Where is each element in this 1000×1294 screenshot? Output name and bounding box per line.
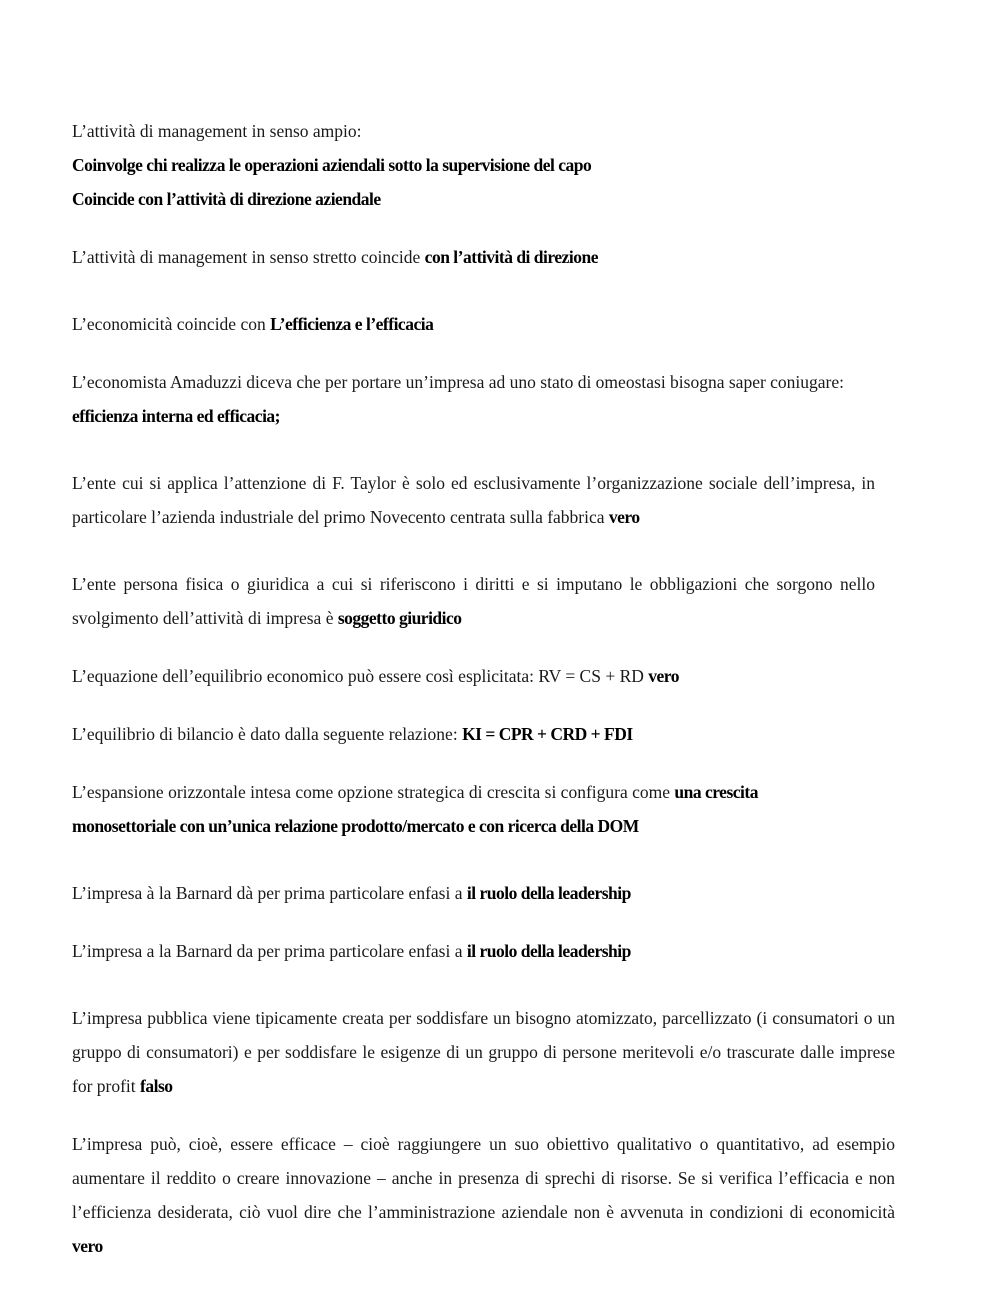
- answer: falso: [140, 1076, 173, 1096]
- question-text: L’impresa pubblica viene tipicamente creata per soddisfare un bisogno atomizzato, parcellizzato (i consumatori o un gruppo di consumatori) e per soddisfare le esigenze di un gruppo di persone meritevoli e/o trascurate dalle imprese for profit: [72, 1008, 895, 1096]
- answer: L’efficienza e l’efficacia: [270, 314, 434, 334]
- question-11: [72, 934, 895, 968]
- question-6: [72, 567, 875, 635]
- answer: vero: [72, 1236, 103, 1256]
- question-text: L’economicità coincide con: [72, 314, 271, 334]
- question-5: [72, 466, 875, 534]
- question-text: L’espansione orizzontale intesa come opzione strategica di crescita si configura come: [72, 782, 675, 802]
- answer: il ruolo della leadership: [466, 941, 631, 961]
- question-text: L’equilibrio di bilancio è dato dalla seguente relazione:: [72, 724, 463, 744]
- question-4: [72, 365, 872, 433]
- answer: soggetto giuridico: [337, 608, 462, 628]
- question-text: L’impresa a la Barnard da per prima particolare enfasi a: [72, 941, 467, 961]
- question-7: [72, 659, 895, 693]
- answer: con l’attività di direzione: [424, 247, 598, 267]
- answer: una crescita monosettoriale con un’unica relazione prodotto/mercato e con ricerca della DOM: [72, 782, 758, 836]
- question-text: L’economista Amaduzzi diceva che per portare un’impresa ad uno stato di omeostasi bisogna saper coniugare:: [72, 372, 845, 392]
- question-text: L’attività di management in senso stretto coincide: [72, 247, 425, 267]
- question-text: L’equazione dell’equilibrio economico può essere così esplicitata: RV = CS + RD: [72, 666, 649, 686]
- question-10: [72, 876, 895, 910]
- question-8: [72, 717, 895, 751]
- question-9: [72, 775, 864, 843]
- answer: efficienza interna ed efficacia;: [72, 406, 281, 426]
- question-3: [72, 307, 895, 341]
- question-12: [72, 1001, 895, 1103]
- question-1: L’attività di management in senso ampio:: [72, 121, 362, 141]
- answer: KI = CPR + CRD + FDI: [462, 724, 633, 744]
- answer: vero: [608, 507, 640, 527]
- answer: il ruolo della leadership: [466, 883, 631, 903]
- option-1b: Coincide con l’attività di direzione aziendale: [72, 189, 381, 209]
- option-1a: Coinvolge chi realizza le operazioni aziendali sotto la supervisione del capo: [72, 155, 592, 175]
- question-text: L’impresa à la Barnard dà per prima particolare enfasi a: [72, 883, 467, 903]
- question-text: L’ente cui si applica l’attenzione di F. Taylor è solo ed esclusivamente l’organizzazione sociale dell’impresa, in particolare l’azienda industriale del primo Novecento centrata sulla fabbrica: [72, 473, 875, 527]
- question-text: L’impresa può, cioè, essere efficace – cioè raggiungere un suo obiettivo qualitativo o quantitativo, ad esempio aumentare il reddito o creare innovazione – anche in presenza di sprechi di risorse. Se si verifica l’efficacia e non l’efficienza desiderata, ciò vuol dire che l’amministrazione aziendale non è avvenuta in condizioni di economicità: [72, 1134, 895, 1222]
- question-13: [72, 1127, 895, 1263]
- question-text: L’ente persona fisica o giuridica a cui si riferiscono i diritti e si imputano le obbligazioni che sorgono nello svolgimento dell’attività di impresa è: [72, 574, 875, 628]
- question-2: [72, 240, 895, 274]
- answer: vero: [648, 666, 679, 686]
- document-page: [72, 114, 895, 1263]
